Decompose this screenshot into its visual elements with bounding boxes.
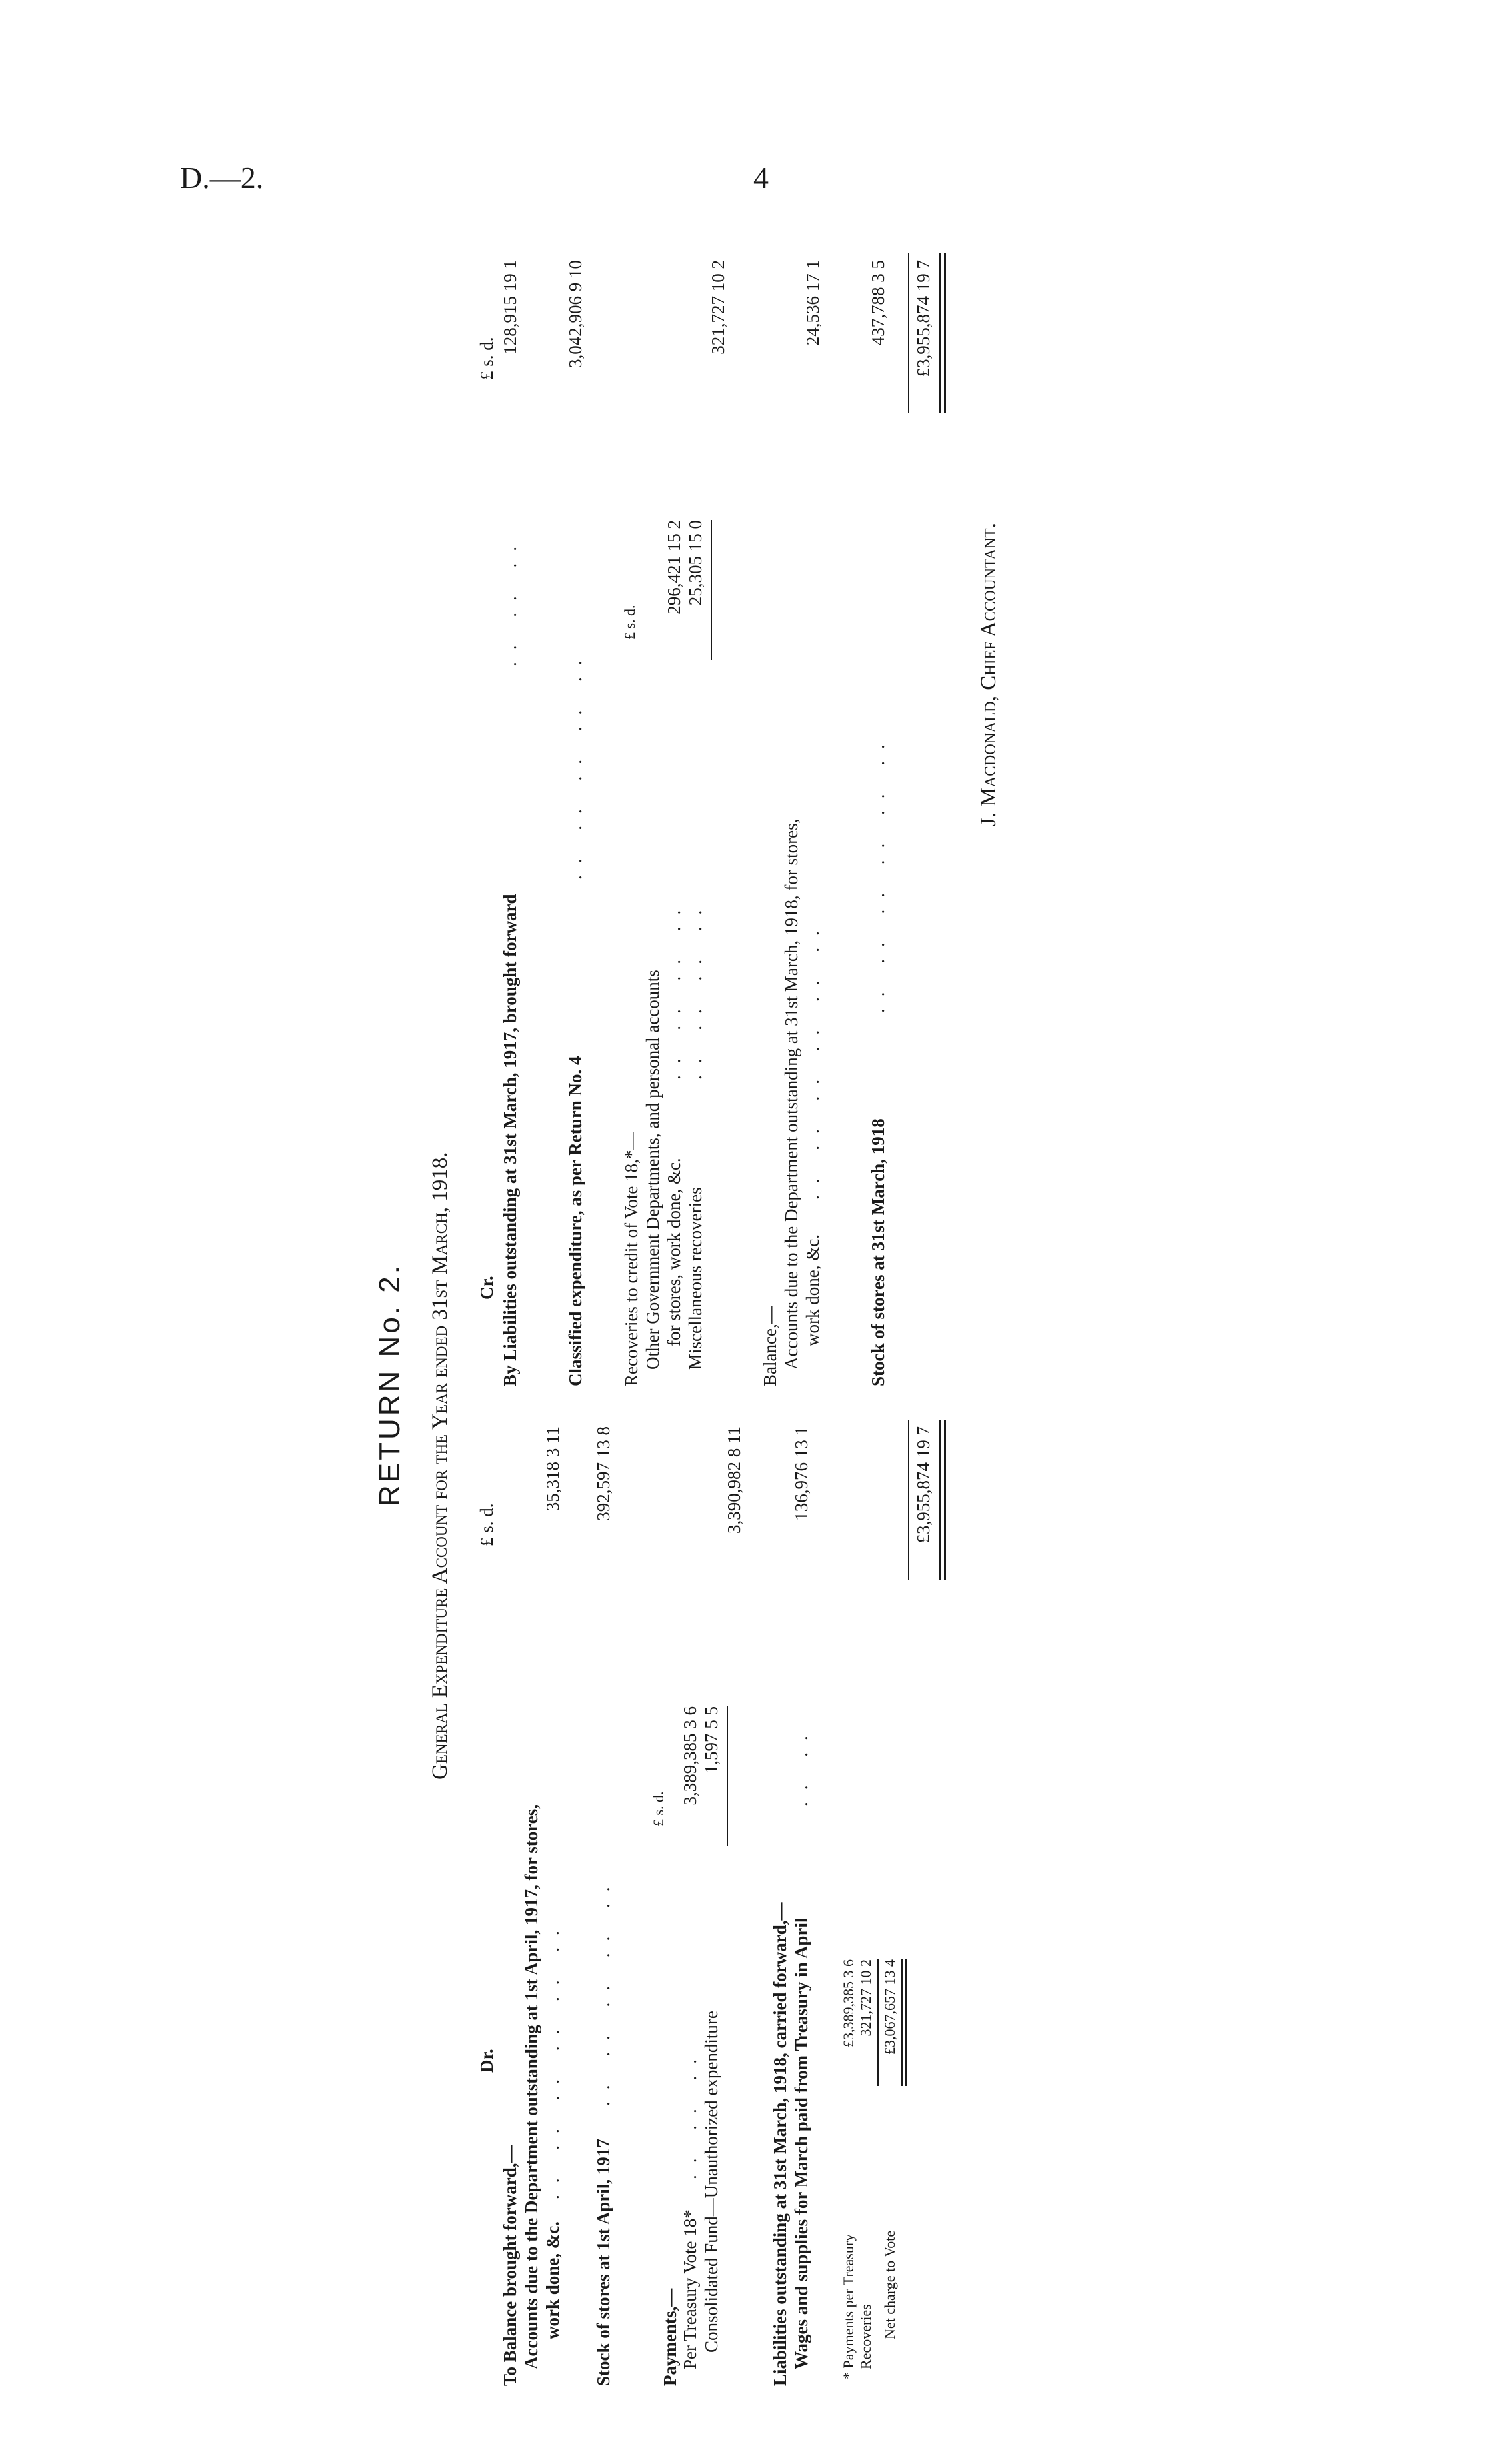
cr-misc-sub: 25,305 15 0 [685, 520, 705, 606]
footnote-double-rule-1 [901, 1959, 903, 2086]
dr-payments-total: 3,390,982 8 11 [724, 1426, 744, 1534]
footnote-recoveries-value: 321,727 10 2 [857, 1959, 874, 2037]
cr-total-double-rule-2 [944, 253, 946, 413]
dr-stock-label: Stock of stores at 1st April, 1917 [593, 2139, 613, 2386]
dr-consolidated-label: Consolidated Fund—Unauthorized expenditure [701, 2011, 721, 2353]
signature: J. Macdonald, Chief Accountant. [977, 523, 1001, 826]
cr-balance-line2: work done, &c. [803, 1234, 823, 1346]
return-title: RETURN No. 2. [373, 1263, 406, 1506]
footnote-double-rule-2 [905, 1959, 907, 2086]
cr-total-top-rule [908, 253, 909, 413]
cr-classified-dots: .. .. .. .. .. [565, 648, 585, 880]
dr-payments-heading: Payments,— [660, 2288, 680, 2386]
cr-total-double-rule-1 [939, 253, 941, 413]
cr-total: £3,955,874 19 7 [913, 260, 933, 377]
dr-per-treasury-dots: .. .. .. [680, 2047, 700, 2179]
cr-liabilities-label: By Liabilities outstanding at 31st March, 1917, brought forward [500, 894, 520, 1386]
account-title: General Expenditure Account for the Year ended 31st March, 1918. [428, 1152, 452, 1780]
cr-liabilities-dots: .. .. .. [500, 535, 520, 666]
dr-liabilities-line1: Liabilities outstanding at 31st March, 1918, carried forward,— [770, 1902, 790, 2386]
cr-balance-dots: .. .. .. .. .. .. [803, 919, 823, 1200]
document-code: D.—2. [180, 161, 264, 195]
dr-per-treasury-sub: 3,389,385 3 6 [680, 1706, 700, 1806]
rotated-account-statement [373, 200, 1253, 2399]
dr-per-treasury-label: Per Treasury Vote 18* [680, 2209, 700, 2369]
dr-balance-heading: To Balance brought forward,— [500, 2145, 520, 2386]
cr-balance-amount: 24,536 17 1 [803, 260, 823, 346]
dr-stock-amount: 392,597 13 8 [593, 1426, 613, 1521]
page-number: 4 [753, 161, 769, 195]
dr-liabilities-line2: Wages and supplies for March paid from Treasury in April [791, 1917, 811, 2369]
dr-liabilities-dots: .. .. [791, 1724, 811, 1806]
footnote-rule [877, 1959, 879, 2086]
footnote-net-value: £3,067,657 13 4 [881, 1959, 898, 2055]
dr-accounts-due-line1: Accounts due to the Department outstanding at 1st April, 1917, for stores, [521, 1804, 541, 2369]
footnote-payments-label: * Payments per Treasury [840, 2233, 857, 2379]
cr-recoveries-heading: Recoveries to credit of Vote 18,*— [621, 1132, 641, 1386]
footnote-net-label: Net charge to Vote [881, 2230, 898, 2339]
dr-sub-column-header: £ s. d. [650, 1791, 667, 1826]
cr-balance-line1: Accounts due to the Department outstanding at 31st March, 1918, for stores, [781, 818, 801, 1370]
dr-total-top-rule [908, 1420, 909, 1580]
cr-label: Cr. [477, 1276, 497, 1300]
cr-recoveries-total: 321,727 10 2 [708, 260, 728, 355]
dr-total: £3,955,874 19 7 [913, 1426, 933, 1544]
dr-total-double-rule-1 [939, 1420, 941, 1580]
cr-classified-label: Classified expenditure, as per Return No. 4 [565, 1056, 585, 1386]
cr-misc-label: Miscellaneous recoveries [685, 1187, 705, 1370]
cr-other-govt-line1: Other Government Departments, and personal accounts [643, 970, 663, 1370]
cr-other-govt-dots: .. .. .. .. [664, 898, 684, 1080]
cr-sub-column-header: £ s. d. [621, 605, 638, 640]
cr-misc-dots: .. .. .. .. [685, 898, 705, 1080]
dr-total-double-rule-2 [944, 1420, 946, 1580]
cr-other-govt-line2: for stores, work done, &c. [664, 1158, 684, 1346]
dr-stock-dots: .. .. .. .. .. [593, 1875, 613, 2106]
footnote-payments-value: £3,389,385 3 6 [840, 1959, 857, 2047]
dr-column-header: £ s. d. [477, 1503, 497, 1546]
dr-leader-dots: .. .. .. .. .. .. [543, 1919, 563, 2199]
cr-stock-label: Stock of stores at 31st March, 1918 [868, 1118, 888, 1386]
cr-liabilities-amount: 128,915 19 1 [500, 260, 520, 355]
dr-accounts-due-line2: work done, &c. [543, 2221, 563, 2339]
cr-recoveries-rule [711, 520, 712, 660]
cr-stock-amount: 437,788 3 5 [868, 260, 888, 346]
dr-label: Dr. [477, 2049, 497, 2073]
dr-accounts-due-amount: 35,318 3 11 [543, 1426, 563, 1512]
cr-balance-heading: Balance,— [760, 1306, 780, 1386]
dr-liabilities-amount: 136,976 13 1 [791, 1426, 811, 1521]
footnote-recoveries-label: Recoveries [857, 2304, 874, 2369]
cr-column-header: £ s. d. [477, 337, 497, 380]
dr-consolidated-sub: 1,597 5 5 [701, 1706, 721, 1774]
cr-other-govt-sub: 296,421 15 2 [664, 520, 684, 615]
cr-stock-dots: .. .. .. .. .. .. [868, 732, 888, 1013]
dr-payments-rule [727, 1706, 728, 1846]
cr-classified-amount: 3,042,906 9 10 [565, 260, 585, 368]
